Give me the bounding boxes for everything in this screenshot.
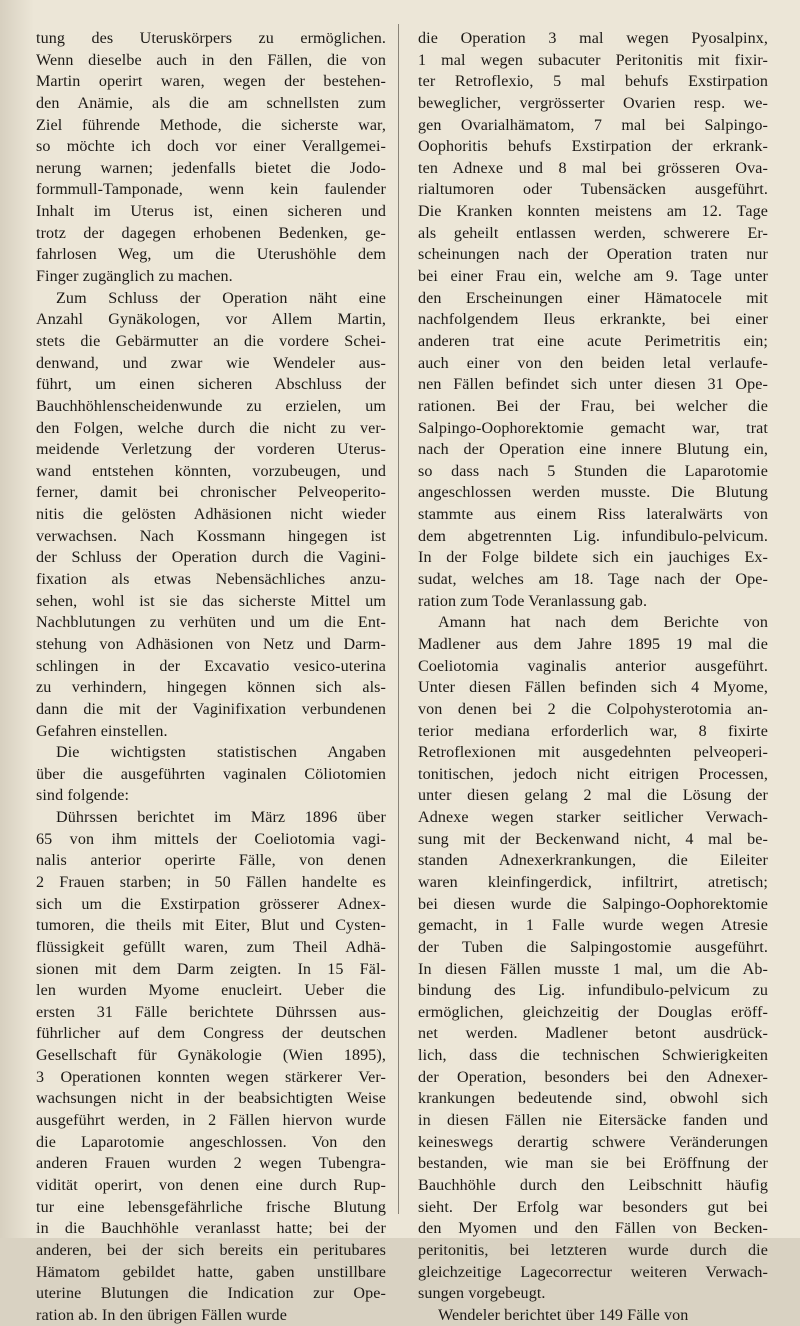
text-line: Adnexe wegen starker seitlicher Verwach- xyxy=(418,809,768,827)
text-line: Finger zugänglich zu machen. xyxy=(36,268,233,286)
text-line: sind folgende: xyxy=(36,787,130,805)
text-line: bei diesen wurde die Salpingo-Oophorektomie xyxy=(418,895,768,913)
text-line: Anzahl Gynäkologen, vor Allem Martin, xyxy=(36,311,386,329)
text-line: in die Bauchhöhle veranlasst hatte; bei der xyxy=(36,1220,386,1238)
text-line: terior mediana erforderlich war, 8 fixirte xyxy=(418,722,768,740)
text-line: Gefahren einstellen. xyxy=(36,722,168,740)
text-line: so dass nach 5 Stunden die Laparotomie xyxy=(418,462,768,480)
text-line: nachfolgendem Ileus erkrankte, bei einer xyxy=(418,311,768,329)
text-line: gemacht, in 1 Falle wurde wegen Atresie xyxy=(418,917,768,935)
text-line: bindung des Lig. infundibulo-pelvicum zu xyxy=(418,982,768,1000)
text-line: Inhalt im Uterus ist, einen sicheren und xyxy=(36,203,386,221)
text-line: rationen. Bei der Frau, bei welcher die xyxy=(418,397,768,415)
text-line: unter diesen gelang 2 mal die Lösung der xyxy=(418,787,768,805)
text-line: tung des Uteruskörpers zu ermöglichen. xyxy=(36,30,386,47)
text-line: sungen vorgebeugt. xyxy=(418,1285,546,1303)
text-line: Die Kranken konnten meistens am 12. Tage xyxy=(418,203,768,221)
text-line: sudat, welches am 18. Tage nach der Ope- xyxy=(418,571,768,589)
text-line: sung mit der Beckenwand nicht, 4 mal be- xyxy=(418,830,768,848)
text-line: wand entstehen könnten, vorzubeugen, und xyxy=(36,462,386,480)
text-line: rialtumoren oder Tubensäcken ausgeführt. xyxy=(418,181,768,199)
text-line: führlicher auf dem Congress der deutschen xyxy=(36,1025,386,1043)
text-line: 3 Operationen konnten wegen stärkerer Ver- xyxy=(36,1068,386,1086)
text-line: anderen trat eine acute Perimetritis ein; xyxy=(418,332,768,350)
text-line: Ziel führende Methode, die sicherste war, xyxy=(36,116,386,134)
text-line: ration ab. In den übrigen Fällen wurde xyxy=(36,1306,287,1324)
text-line: angeschlossen werden musste. Die Blutung xyxy=(418,484,768,502)
text-line: Retroflexionen mit ausgedehnten pelveoperi- xyxy=(418,744,768,762)
text-line: lich, dass die technischen Schwierigkeiten xyxy=(418,1047,768,1065)
text-line: die Operation 3 mal wegen Pyosalpinx, xyxy=(418,30,768,47)
page-edge-shadow xyxy=(0,0,34,1238)
text-line: als geheilt entlassen werden, schwerere Er- xyxy=(418,224,768,242)
text-line: dem abgetrennten Lig. infundibulo-pelvicum. xyxy=(418,527,768,545)
text-line: nen Fällen befindet sich unter diesen 31 Ope- xyxy=(418,376,768,394)
text-line: schlingen in der Excavatio vesico-uterina xyxy=(36,657,386,675)
text-line: flüssigkeit gefüllt waren, zum Theil Adhä- xyxy=(36,938,386,956)
text-line: sionen mit dem Darm zeigten. In 15 Fäl- xyxy=(36,960,386,978)
text-line: Bauchhöhlenscheidenwunde zu erzielen, um xyxy=(36,397,386,415)
text-line: nach der Operation eine innere Blutung ein, xyxy=(418,441,768,459)
text-line: meidende Verletzung der vorderen Uterus- xyxy=(36,441,386,459)
text-line: beweglicher, vergrösserter Ovarien resp. we- xyxy=(418,94,768,112)
text-line: net werden. Madlener betont ausdrück- xyxy=(418,1025,768,1043)
text-line: den Folgen, welche durch die nicht zu ver- xyxy=(36,419,386,437)
text-line: Madlener aus dem Jahre 1895 19 mal die xyxy=(418,635,768,653)
text-line: formmull-Tamponade, wenn kein faulender xyxy=(36,181,386,199)
text-line: 1 mal wegen subacuter Peritonitis mit fixir- xyxy=(418,51,768,69)
text-line: ten Adnexe und 8 mal bei grösseren Ova- xyxy=(418,159,768,177)
text-line: nerung warnen; jedenfalls bietet die Jodo- xyxy=(36,159,386,177)
text-line: ermöglichen, gleichzeitig der Douglas eröff- xyxy=(418,1003,768,1021)
text-line: len wurden Myome enucleirt. Ueber die xyxy=(36,982,386,1000)
text-line: vidität operirt, von denen eine durch Rup- xyxy=(36,1176,386,1194)
text-line: waren kleinfingerdick, infiltrirt, atretisch; xyxy=(418,873,768,891)
text-line: Unter diesen Fällen befinden sich 4 Myome, xyxy=(418,679,768,697)
text-line: 2 Frauen starben; in 50 Fällen handelte es xyxy=(36,873,386,891)
text-line: wachsungen nicht in der beabsichtigten Weise xyxy=(36,1090,386,1108)
text-line: dann die mit der Vaginifixation verbundenen xyxy=(36,700,386,718)
text-line: sieht. Der Erfolg war besonders gut bei xyxy=(418,1198,768,1216)
text-line: krankungen bedeutende sind, obwohl sich xyxy=(418,1090,768,1108)
text-line: scheinungen nach der Operation traten nur xyxy=(418,246,768,264)
text-line: gleichzeitige Lagecorrectur weiteren Verwach- xyxy=(418,1263,768,1281)
text-line: den Anämie, als die am schnellsten zum xyxy=(36,94,386,112)
text-line: Hämatom gebildet hatte, gaben unstillbare xyxy=(36,1263,386,1281)
text-line: verwachsen. Nach Kossmann hingegen ist xyxy=(36,527,386,545)
text-line: den Myomen und den Fällen von Becken- xyxy=(418,1220,768,1238)
text-line: bei einer Frau ein, welche am 9. Tage unter xyxy=(418,268,768,286)
text-line: uterine Blutungen die Indication zur Ope- xyxy=(36,1285,386,1303)
text-line: die Laparotomie angeschlossen. Von den xyxy=(36,1133,386,1151)
text-line: der Schluss der Operation durch die Vagini- xyxy=(36,549,386,567)
text-line: bestanden, wie man sie bei Eröffnung der xyxy=(418,1155,768,1173)
text-line: nitis die gelösten Adhäsionen nicht wieder xyxy=(36,506,386,524)
text-line: der Tuben die Salpingostomie ausgeführt. xyxy=(418,938,768,956)
text-line: Zum Schluss der Operation näht eine xyxy=(56,289,386,307)
text-line: in diesen Fällen nie Eitersäcke fanden und xyxy=(418,1112,768,1130)
text-line: sich um die Exstirpation grösserer Adnex- xyxy=(36,895,386,913)
text-line: ter Retroflexio, 5 mal behufs Exstirpation xyxy=(418,73,768,91)
text-line: standen Adnexerkrankungen, die Eileiter xyxy=(418,852,768,870)
text-line: tur eine lebensgefährliche frische Blutung xyxy=(36,1198,386,1216)
text-line: den Erscheinungen einer Hämatocele mit xyxy=(418,289,768,307)
text-line: ausgeführt werden, in 2 Fällen hiervon wurde xyxy=(36,1112,386,1130)
right-text-column xyxy=(418,28,768,1326)
text-line: Wenn dieselbe auch in den Fällen, die von xyxy=(36,51,386,69)
text-line: über die ausgeführten vaginalen Cöliotomien xyxy=(36,765,386,783)
text-line: keineswegs derartig schwere Veränderungen xyxy=(418,1133,768,1151)
text-line: stehung von Adhäsionen von Netz und Darm- xyxy=(36,635,386,653)
text-line: der Operation, besonders bei den Adnexer- xyxy=(418,1068,768,1086)
text-line: ersten 31 Fälle berichtete Dührssen aus- xyxy=(36,1003,386,1021)
text-line: Nachblutungen zu verhüten und um die Ent- xyxy=(36,614,386,632)
text-line: denwand, und zwar wie Wendeler aus- xyxy=(36,354,386,372)
text-line: In diesen Fällen musste 1 mal, um die Ab- xyxy=(418,960,768,978)
text-line: auch einer von den beiden letal verlaufe- xyxy=(418,354,768,372)
text-line: fixation als etwas Nebensächliches anzu- xyxy=(36,571,386,589)
text-line: Die wichtigsten statistischen Angaben xyxy=(56,744,386,762)
text-line: Wendeler berichtet über 149 Fälle von xyxy=(438,1306,689,1324)
text-line: Coeliotomia vaginalis anterior ausgeführt. xyxy=(418,657,768,675)
text-line: ferner, damit bei chronischer Pelveoperito- xyxy=(36,484,386,502)
text-line: zu verhindern, hingegen können sich als- xyxy=(36,679,386,697)
text-line: Martin operirt waren, wegen der bestehen- xyxy=(36,73,386,91)
text-line: so möchte ich doch vor einer Verallgemei- xyxy=(36,138,386,156)
text-line: In der Folge bildete sich ein jauchiges Ex- xyxy=(418,549,768,567)
text-line: 65 von ihm mittels der Coeliotomia vagi- xyxy=(36,830,386,848)
text-line: peritonitis, bei letzteren wurde durch die xyxy=(418,1241,768,1259)
text-line: anderen, bei der sich bereits ein peritubares xyxy=(36,1241,386,1259)
text-line: stets die Gebärmutter an die vordere Schei- xyxy=(36,332,386,350)
text-line: Gesellschaft für Gynäkologie (Wien 1895), xyxy=(36,1047,386,1065)
text-line: fahrlosen Weg, um die Uterushöhle dem xyxy=(36,246,386,264)
text-line: sehen, wohl ist sie das sicherste Mittel um xyxy=(36,592,386,610)
text-line: von denen bei 2 die Colpohysterotomia an- xyxy=(418,700,768,718)
text-line: tonitischen, jedoch nicht eitrigen Processen, xyxy=(418,765,768,783)
left-text-column xyxy=(36,28,386,1326)
text-line: Dührssen berichtet im März 1896 über xyxy=(56,809,386,827)
text-line: Amann hat nach dem Berichte von xyxy=(438,614,768,632)
text-line: Bauchhöhle durch den Leibschnitt häufig xyxy=(418,1176,768,1194)
text-line: führt, um einen sicheren Abschluss der xyxy=(36,376,386,394)
column-divider xyxy=(398,24,399,1214)
text-line: tumoren, die theils mit Eiter, Blut und Cysten- xyxy=(36,917,386,935)
text-line: gen Ovarialhämatom, 7 mal bei Salpingo- xyxy=(418,116,768,134)
text-line: anderen Frauen wurden 2 wegen Tubengra- xyxy=(36,1155,386,1173)
text-line: Salpingo-Oophorektomie gemacht war, trat xyxy=(418,419,768,437)
text-line: trotz der dagegen erhobenen Bedenken, ge- xyxy=(36,224,386,242)
text-line: ration zum Tode Veranlassung gab. xyxy=(418,592,648,610)
text-line: stammte aus einem Riss lateralwärts von xyxy=(418,506,768,524)
text-line: Oophoritis behufs Exstirpation der erkrank- xyxy=(418,138,768,156)
text-line: nalis anterior operirte Fälle, von denen xyxy=(36,852,386,870)
